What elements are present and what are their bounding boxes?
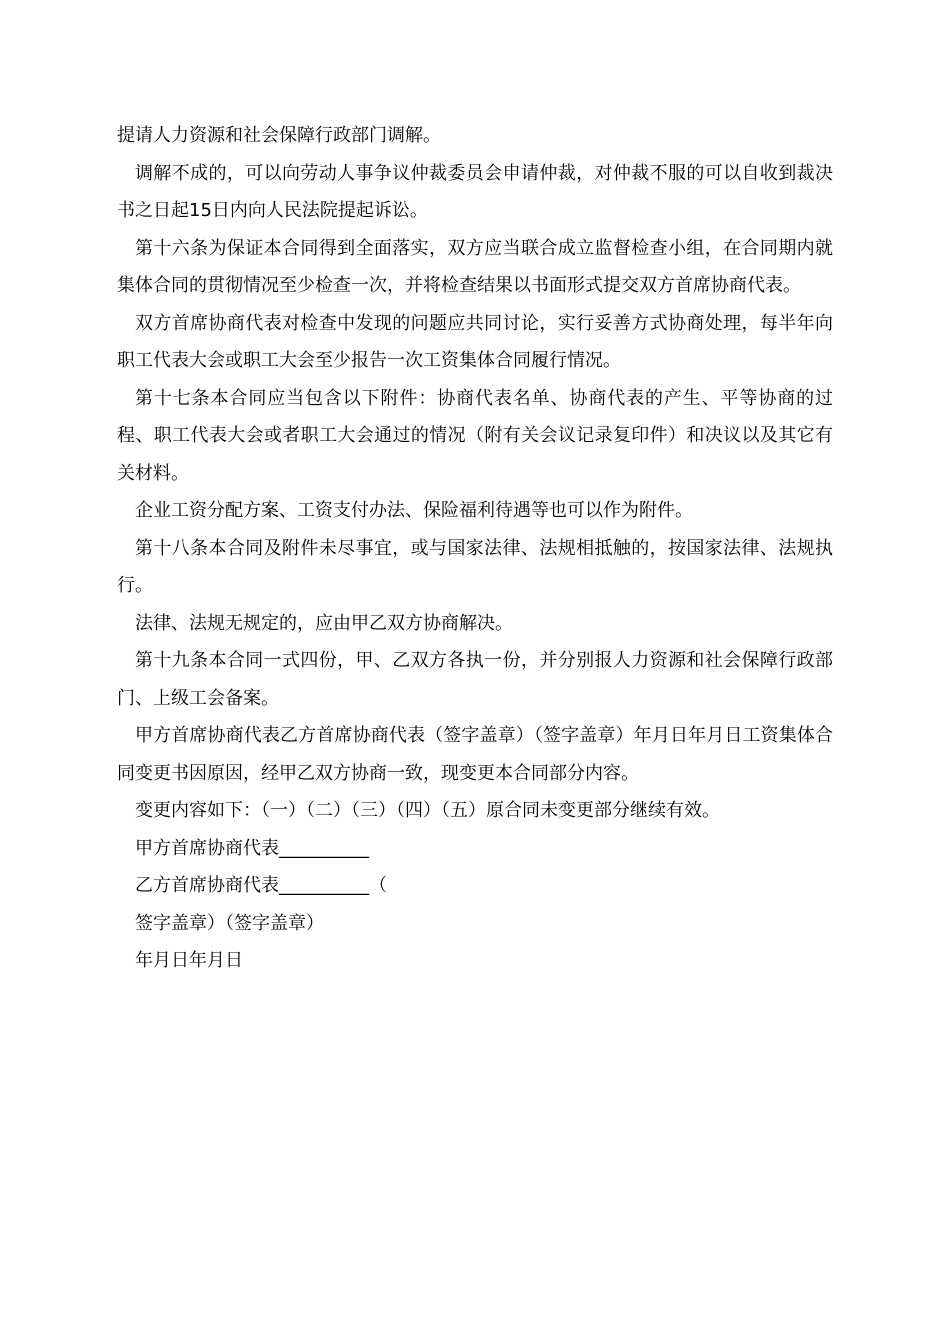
signature-line-party-b: 乙方首席协商代表__________（ [135,875,387,896]
paragraph-3: 第十六条为保证本合同得到全面落实，双方应当联合成立监督检查小组，在合同期内就集体合同的贯彻情况至少检查一次，并将检查结果以书面形式提交双方首席协商代表。 [117,237,833,296]
paragraph-2: 调解不成的，可以向劳动人事争议仲裁委员会申请仲裁，对仲裁不服的可以自收到裁决书之日起15日内向人民法院提起诉讼。 [117,162,833,221]
signature-seal-note: 签字盖章）（签字盖章） [135,912,324,934]
paragraph-5: 第十七条本合同应当包含以下附件：协商代表名单、协商代表的产生、平等协商的过程、职工代表大会或者职工大会通过的情况（附有关会议记录复印件）和决议以及其它有关材料。 [117,387,833,484]
paragraph-8: 法律、法规无规定的，应由甲乙双方协商解决。 [135,612,513,634]
paragraph-7: 第十八条本合同及附件未尽事宜，或与国家法律、法规相抵触的，按国家法律、法规执行。 [117,537,833,596]
signature-line-party-a: 甲方首席协商代表__________ [135,837,369,859]
paragraph-6: 企业工资分配方案、工资支付办法、保险福利待遇等也可以作为附件。 [135,500,693,521]
paragraph-1: 提请人力资源和社会保障行政部门调解。 [117,125,441,146]
paragraph-11: 变更内容如下：（一）（二）（三）（四）（五）原合同未变更部分继续有效。 [135,800,720,821]
paragraph-10: 甲方首席协商代表乙方首席协商代表（签字盖章）（签字盖章）年月日年月日工资集体合同变更书因原因，经甲乙双方协商一致，现变更本合同部分内容。 [117,725,833,784]
document-body [117,117,833,980]
paragraph-9: 第十九条本合同一式四份，甲、乙双方各执一份，并分别报人力资源和社会保障行政部门、上级工会备案。 [117,650,833,709]
paragraph-4: 双方首席协商代表对检查中发现的问题应共同讨论，实行妥善方式协商处理，每半年向职工代表大会或职工大会至少报告一次工资集体合同履行情况。 [117,312,833,371]
date-line: 年月日年月日 [135,950,243,971]
